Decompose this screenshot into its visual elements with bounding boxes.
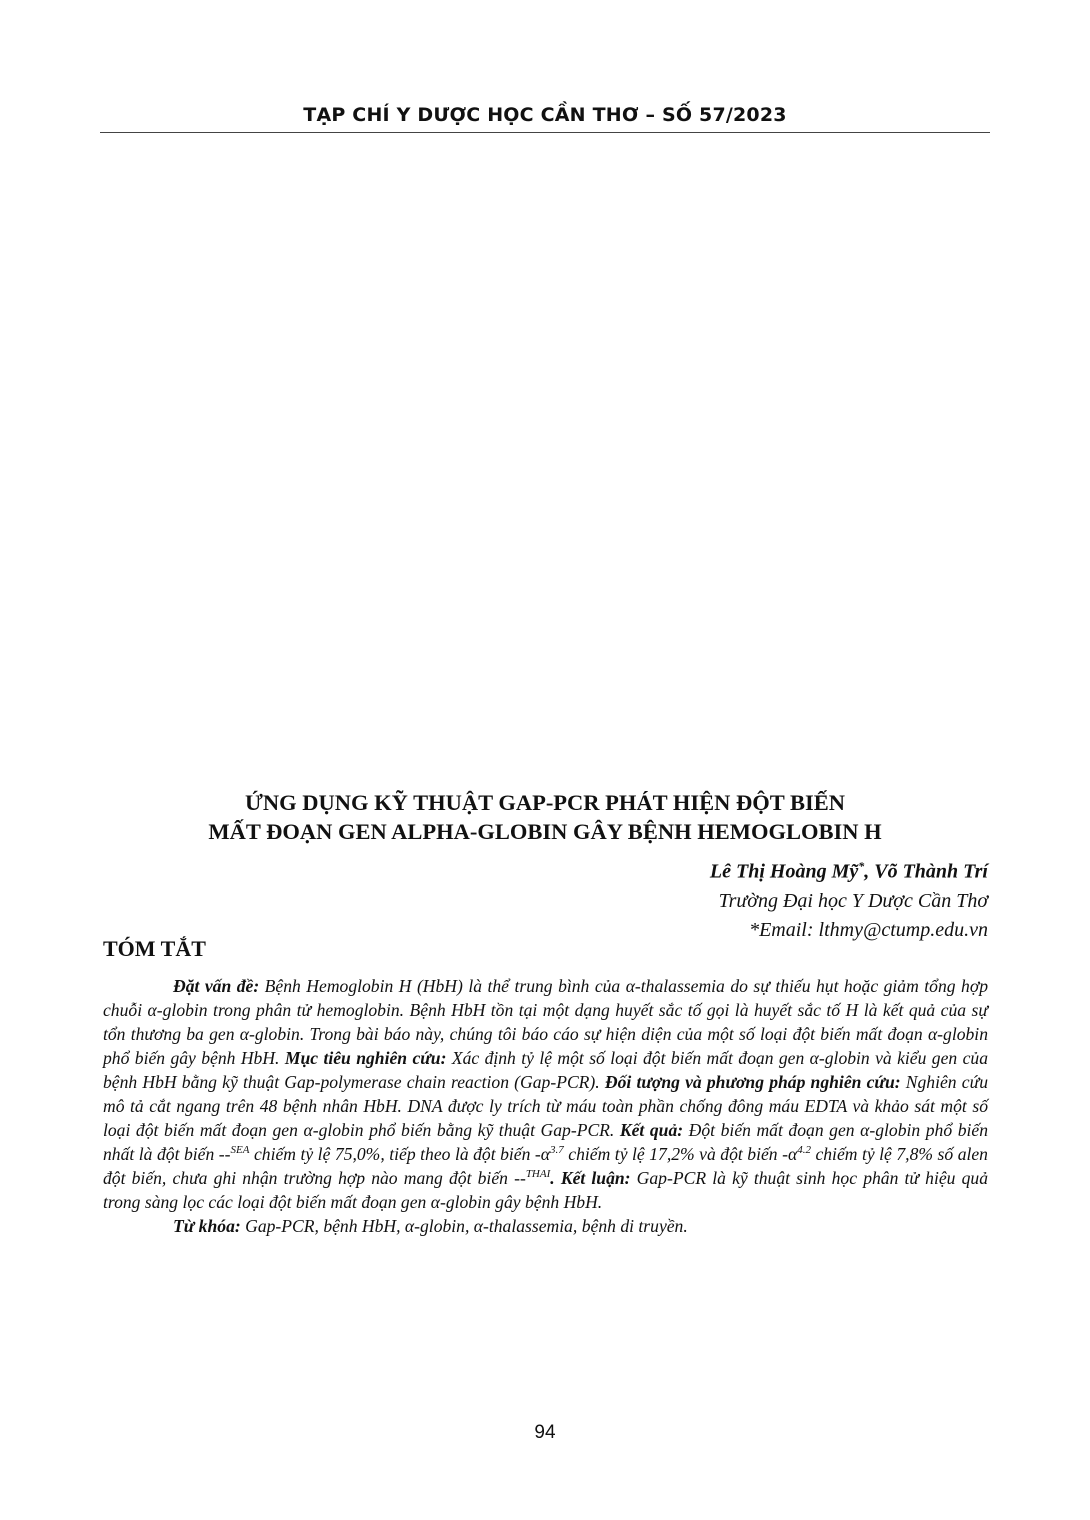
affiliation: Trường Đại học Y Dược Cần Thơ: [718, 889, 988, 912]
title-line-2: MẤT ĐOẠN GEN ALPHA-GLOBIN GÂY BỆNH HEMOGLOBIN H: [208, 819, 882, 844]
page-number: 94: [534, 1422, 556, 1443]
results-text-2: chiếm tỷ lệ 75,0%, tiếp theo là đột biến -α: [249, 1144, 551, 1164]
author-1: Lê Thị Hoàng Mỹ: [709, 860, 859, 883]
results-sup-3-7: 3.7: [550, 1144, 564, 1157]
article-title: [100, 788, 990, 846]
journal-header: TẠP CHÍ Y DƯỢC HỌC CẦN THƠ – SỐ 57/2023: [303, 104, 787, 126]
author-separator: ,: [864, 860, 875, 883]
results-text-3: chiếm tỷ lệ 17,2% và đột biến -α: [563, 1144, 798, 1164]
background-text: Bệnh Hemoglobin H (HbH) là thể trung bình của α-thalassemia do sự thiếu hụt hoặc giảm tổng hợp chuỗi α-globin trong phân tử hemoglobin. Bệnh HbH tồn tại một dạng huyết sắc tố gọi là huyết sắc tố H là kết quả của sự tổn thương ba gen α-globin. Trong bài báo này, chúng tôi báo cáo sự hiện diện của một số loại đột biến mất đoạn α-globin phổ biến gây bệnh HbH.: [103, 976, 989, 1068]
objective-text: Xác định tỷ lệ một số loại đột biến mất đoạn gen α-globin và kiểu gen của bệnh HbH bằng kỹ thuật Gap-polymerase chain reaction (Gap-PCR).: [103, 1048, 988, 1092]
author-2: Võ Thành Trí: [874, 860, 988, 883]
results-label: Kết quả:: [619, 1120, 684, 1140]
results-text-1: Đột biến mất đoạn gen α-globin phổ biến nhất là đột biến --: [103, 1120, 988, 1164]
keywords-text: Gap-PCR, bệnh HbH, α-globin, α-thalassemia, bệnh di truyền.: [240, 1216, 688, 1236]
keywords-paragraph: [103, 1214, 988, 1238]
results-sup-4-2: 4.2: [797, 1144, 811, 1157]
conclusion-text: Gap-PCR là kỹ thuật sinh học phân tử hiệu quả trong sàng lọc các loại đột biến mất đoạn gen α-globin gây bệnh HbH.: [103, 1168, 989, 1212]
results-sup-sea: SEA: [230, 1144, 250, 1157]
author-block: [710, 852, 988, 945]
results-text-4: chiếm tỷ lệ 7,8% số alen đột biến, chưa ghi nhận trường hợp nào mang đột biến --: [103, 1144, 988, 1188]
header-rule: [100, 132, 990, 133]
conclusion-label: Kết luận:: [560, 1168, 631, 1188]
methods-label: Đối tượng và phương pháp nghiên cứu:: [604, 1072, 901, 1092]
abstract-paragraph: [103, 974, 988, 1214]
results-sup-thai: THAI: [525, 1168, 551, 1181]
keywords-label: Từ khóa:: [173, 1216, 241, 1236]
email: *Email: lthmy@ctump.edu.vn: [749, 918, 988, 941]
results-text-5: .: [550, 1168, 561, 1188]
title-line-1: ỨNG DỤNG KỸ THUẬT GAP-PCR PHÁT HIỆN ĐỘT BIẾN: [244, 790, 846, 815]
abstract-heading: TÓM TẮT: [103, 936, 206, 961]
corresponding-mark: *: [858, 859, 865, 873]
methods-text: Nghiên cứu mô tả cắt ngang trên 48 bệnh nhân HbH. DNA được ly trích từ máu toàn phần chống đông máu EDTA và khảo sát một số loại đột biến mất đoạn gen α-globin phổ biến bằng kỹ thuật Gap-PCR.: [103, 1072, 988, 1140]
author-line: [710, 852, 988, 887]
objective-label: Mục tiêu nghiên cứu:: [284, 1048, 447, 1068]
abstract-body: [103, 974, 988, 1238]
background-label: Đặt vấn đề:: [173, 976, 260, 996]
